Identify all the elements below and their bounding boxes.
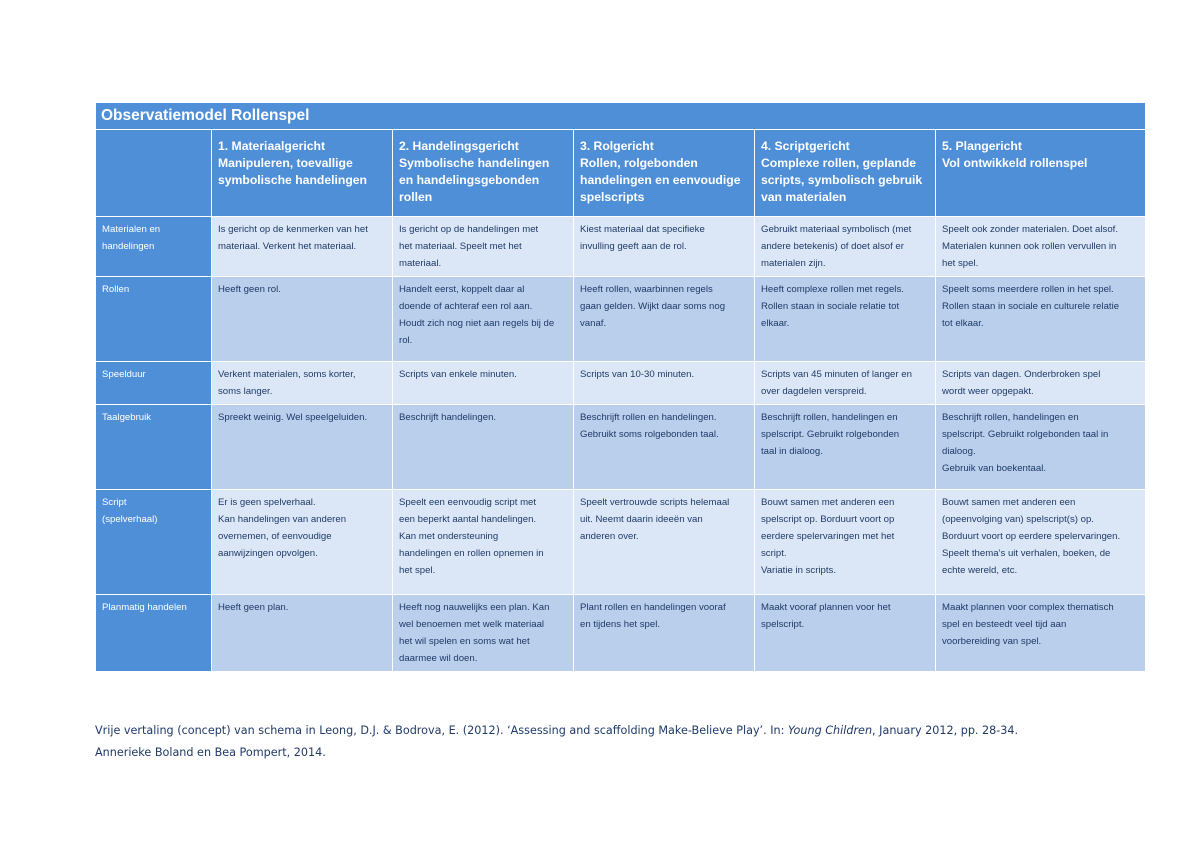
row-header-text: Speelduur bbox=[102, 369, 146, 380]
citation-text: Vrije vertaling (concept) van schema in Leong, D.J. & Bodrova, E. (2012). ‘Assessing and scaffolding Make-Believe Play’. In: bbox=[95, 724, 788, 737]
cell-text-line: het spel. bbox=[942, 258, 979, 269]
cell-text-line: Kan handelingen van anderen bbox=[218, 514, 347, 525]
cell-text-line: Beschrijft rollen, handelingen en bbox=[761, 412, 898, 423]
table-cell bbox=[574, 595, 755, 672]
citation-footer bbox=[95, 720, 1155, 764]
cell-text-line: gaan gelden. Wijkt daar soms nog bbox=[580, 301, 726, 312]
row-header-text: (spelverhaal) bbox=[102, 514, 158, 525]
cell-text-line: materiaal. Verkent het materiaal. bbox=[218, 241, 357, 252]
cell-text-line: spelscript. Gebruikt rolgebonden taal in bbox=[942, 429, 1109, 440]
cell-text-line: spelscript. bbox=[761, 619, 805, 630]
table-cell bbox=[936, 217, 1146, 277]
cell-text-line: Variatie in scripts. bbox=[761, 565, 836, 576]
cell-text-line: Scripts van 45 minuten of langer en bbox=[761, 369, 912, 380]
cell-text-line: Maakt vooraf plannen voor het bbox=[761, 602, 891, 613]
cell-text-line: overnemen, of eenvoudige bbox=[218, 531, 332, 542]
cell-text-line: en tijdens het spel. bbox=[580, 619, 661, 630]
table-cell bbox=[936, 490, 1146, 595]
table-cell bbox=[755, 362, 936, 405]
cell-text-line: Heeft rollen, waarbinnen regels bbox=[580, 284, 713, 295]
table-title: Observatiemodel Rollenspel bbox=[96, 103, 1146, 130]
column-level-title: 5. Plangericht bbox=[942, 139, 1022, 153]
table-cell bbox=[574, 405, 755, 490]
table-cell bbox=[212, 405, 393, 490]
column-level-description: Rollen, rolgebonden bbox=[580, 156, 698, 170]
cell-text-line: Scripts van 10-30 minuten. bbox=[580, 369, 695, 380]
cell-text-line: Gebruikt soms rolgebonden taal. bbox=[580, 429, 719, 440]
cell-text-line: script. bbox=[761, 548, 787, 559]
journal-title: Young Children bbox=[787, 724, 873, 737]
row-header-text: Materialen en bbox=[102, 224, 161, 235]
cell-text-line: rol. bbox=[399, 335, 413, 346]
row-header bbox=[96, 362, 212, 405]
table-cell bbox=[755, 595, 936, 672]
cell-text-line: Plant rollen en handelingen vooraf bbox=[580, 602, 726, 613]
cell-text-line: Speelt vertrouwde scripts helemaal bbox=[580, 497, 730, 508]
cell-text-line: wel benoemen met welk materiaal bbox=[399, 619, 545, 630]
table-cell bbox=[574, 217, 755, 277]
column-header-2 bbox=[393, 130, 574, 217]
cell-text-line: Beschrijft handelingen. bbox=[399, 412, 497, 423]
row-header bbox=[96, 595, 212, 672]
authors-line: Annerieke Boland en Bea Pompert, 2014. bbox=[95, 746, 326, 759]
column-header-row bbox=[96, 130, 1146, 217]
cell-text-line: handelingen en rollen opnemen in bbox=[399, 548, 544, 559]
cell-text-line: spelscript op. Borduurt voort op bbox=[761, 514, 895, 525]
table-cell bbox=[755, 490, 936, 595]
column-header-3 bbox=[574, 130, 755, 217]
corner-cell bbox=[96, 130, 212, 217]
cell-text-line: spel en besteedt veel tijd aan bbox=[942, 619, 1067, 630]
cell-text-line: Bouwt samen met anderen een bbox=[761, 497, 895, 508]
cell-text-line: anderen over. bbox=[580, 531, 639, 542]
column-level-title: 4. Scriptgericht bbox=[761, 139, 850, 153]
cell-text-line: Kan met ondersteuning bbox=[399, 531, 499, 542]
column-level-description: Symbolische handelingen bbox=[399, 156, 550, 170]
cell-text-line: Rollen staan in sociale relatie tot bbox=[761, 301, 900, 312]
cell-text-line: Speelt thema’s uit verhalen, boeken, de bbox=[942, 548, 1111, 559]
table-cell bbox=[936, 405, 1146, 490]
cell-text-line: Gebruikt materiaal symbolisch (met bbox=[761, 224, 912, 235]
cell-text-line: doende of achteraf een rol aan. bbox=[399, 301, 533, 312]
cell-text-line: echte wereld, etc. bbox=[942, 565, 1018, 576]
column-level-description: Complexe rollen, geplande bbox=[761, 156, 917, 170]
cell-text-line: spelscript. Gebruikt rolgebonden bbox=[761, 429, 900, 440]
cell-text-line: eerdere spelervaringen met het bbox=[761, 531, 895, 542]
cell-text-line: Kiest materiaal dat specifieke bbox=[580, 224, 705, 235]
cell-text-line: (opeenvolging van) spelscript(s) op. bbox=[942, 514, 1094, 525]
row-header-text: Script bbox=[102, 497, 127, 508]
cell-text-line: Heeft geen rol. bbox=[218, 284, 281, 295]
row-header bbox=[96, 405, 212, 490]
cell-text-line: Borduurt voort op eerdere spelervaringen. bbox=[942, 531, 1121, 542]
table-cell bbox=[936, 277, 1146, 362]
cell-text-line: Verkent materialen, soms korter, bbox=[218, 369, 356, 380]
cell-text-line: Speelt ook zonder materialen. Doet alsof. bbox=[942, 224, 1118, 235]
cell-text-line: Is gericht op de handelingen met bbox=[399, 224, 539, 235]
cell-text-line: Scripts van enkele minuten. bbox=[399, 369, 517, 380]
cell-text-line: Spreekt weinig. Wel speelgeluiden. bbox=[218, 412, 368, 423]
cell-text-line: materiaal. bbox=[399, 258, 442, 269]
column-level-description: Vol ontwikkeld rollenspel bbox=[942, 156, 1088, 170]
table-cell bbox=[574, 490, 755, 595]
cell-text-line: Is gericht op de kenmerken van het bbox=[218, 224, 368, 235]
cell-text-line: materialen zijn. bbox=[761, 258, 826, 269]
column-level-description: van materialen bbox=[761, 190, 847, 204]
table-cell bbox=[212, 277, 393, 362]
row-header-text: handelingen bbox=[102, 241, 155, 252]
cell-text-line: voorbereiding van spel. bbox=[942, 636, 1042, 647]
row-header-text: Rollen bbox=[102, 284, 130, 295]
cell-text-line: taal in dialoog. bbox=[761, 446, 823, 457]
cell-text-line: Beschrijft rollen en handelingen. bbox=[580, 412, 717, 423]
citation-line bbox=[95, 720, 1155, 742]
cell-text-line: Handelt eerst, koppelt daar al bbox=[399, 284, 525, 295]
cell-text-line: over dagdelen verspreid. bbox=[761, 386, 867, 397]
citation-pages: , January 2012, pp. 28-34. bbox=[872, 724, 1019, 737]
cell-text-line: Beschrijft rollen, handelingen en bbox=[942, 412, 1079, 423]
cell-text-line: soms langer. bbox=[218, 386, 273, 397]
table-cell bbox=[574, 362, 755, 405]
table-cell bbox=[212, 362, 393, 405]
column-level-description: en handelingsgebonden bbox=[399, 173, 540, 187]
table-cell bbox=[936, 595, 1146, 672]
cell-text-line: aanwijzingen opvolgen. bbox=[218, 548, 318, 559]
cell-text-line: een beperkt aantal handelingen. bbox=[399, 514, 537, 525]
table-cell bbox=[755, 277, 936, 362]
row-header bbox=[96, 277, 212, 362]
column-level-title: 3. Rolgericht bbox=[580, 139, 654, 153]
row-header bbox=[96, 217, 212, 277]
cell-text-line: daarmee wil doen. bbox=[399, 653, 478, 664]
cell-text-line: Speelt soms meerdere rollen in het spel. bbox=[942, 284, 1114, 295]
column-header-5 bbox=[936, 130, 1146, 217]
table-cell bbox=[936, 362, 1146, 405]
column-level-description: rollen bbox=[399, 190, 433, 204]
row-header-text: Planmatig handelen bbox=[102, 602, 187, 613]
cell-text-line: het spel. bbox=[399, 565, 436, 576]
table-cell bbox=[393, 277, 574, 362]
cell-text-line: vanaf. bbox=[580, 318, 607, 329]
cell-text-line: Maakt plannen voor complex thematisch bbox=[942, 602, 1114, 613]
cell-text-line: Bouwt samen met anderen een bbox=[942, 497, 1076, 508]
column-level-title: 2. Handelingsgericht bbox=[399, 139, 519, 153]
cell-text-line: tot elkaar. bbox=[942, 318, 984, 329]
cell-text-line: Er is geen spelverhaal. bbox=[218, 497, 316, 508]
table-cell bbox=[212, 490, 393, 595]
column-level-description: symbolische handelingen bbox=[218, 173, 367, 187]
cell-text-line: elkaar. bbox=[761, 318, 790, 329]
cell-text-line: het materiaal. Speelt met het bbox=[399, 241, 522, 252]
cell-text-line: het wil spelen en soms wat het bbox=[399, 636, 530, 647]
cell-text-line: invulling geeft aan de rol. bbox=[580, 241, 687, 252]
table-row bbox=[96, 405, 1146, 490]
table-cell bbox=[393, 490, 574, 595]
cell-text-line: Rollen staan in sociale en culturele relatie bbox=[942, 301, 1120, 312]
row-header-text: Taalgebruik bbox=[102, 412, 152, 423]
cell-text-line: Scripts van dagen. Onderbroken spel bbox=[942, 369, 1101, 380]
table-cell bbox=[574, 277, 755, 362]
table-cell bbox=[755, 217, 936, 277]
table-cell bbox=[212, 217, 393, 277]
table-row bbox=[96, 595, 1146, 672]
table-cell bbox=[393, 595, 574, 672]
cell-text-line: Houdt zich nog niet aan regels bij de bbox=[399, 318, 555, 329]
table-row bbox=[96, 490, 1146, 595]
column-level-description: Manipuleren, toevallige bbox=[218, 156, 353, 170]
table-cell bbox=[393, 362, 574, 405]
cell-text-line: dialoog. bbox=[942, 446, 976, 457]
cell-text-line: Materialen kunnen ook rollen vervullen in bbox=[942, 241, 1117, 252]
cell-text-line: Speelt een eenvoudig script met bbox=[399, 497, 537, 508]
column-level-description: spelscripts bbox=[580, 190, 645, 204]
table-cell bbox=[755, 405, 936, 490]
column-level-description: scripts, symbolisch gebruik bbox=[761, 173, 923, 187]
cell-text-line: Heeft geen plan. bbox=[218, 602, 289, 613]
table-cell bbox=[212, 595, 393, 672]
column-header-1 bbox=[212, 130, 393, 217]
table-cell bbox=[393, 405, 574, 490]
column-level-description: handelingen en eenvoudige bbox=[580, 173, 741, 187]
row-header bbox=[96, 490, 212, 595]
cell-text-line: uit. Neemt daarin ideeën van bbox=[580, 514, 703, 525]
table-row bbox=[96, 277, 1146, 362]
cell-text-line: andere betekenis) of doet alsof er bbox=[761, 241, 904, 252]
cell-text-line: Gebruik van boekentaal. bbox=[942, 463, 1046, 474]
cell-text-line: Heeft complexe rollen met regels. bbox=[761, 284, 904, 295]
table-row bbox=[96, 217, 1146, 277]
table-cell bbox=[393, 217, 574, 277]
column-header-4 bbox=[755, 130, 936, 217]
table-row bbox=[96, 362, 1146, 405]
observation-table bbox=[95, 102, 1146, 672]
cell-text-line: wordt weer opgepakt. bbox=[942, 386, 1034, 397]
column-level-title: 1. Materiaalgericht bbox=[218, 139, 326, 153]
cell-text-line: Heeft nog nauwelijks een plan. Kan bbox=[399, 602, 550, 613]
